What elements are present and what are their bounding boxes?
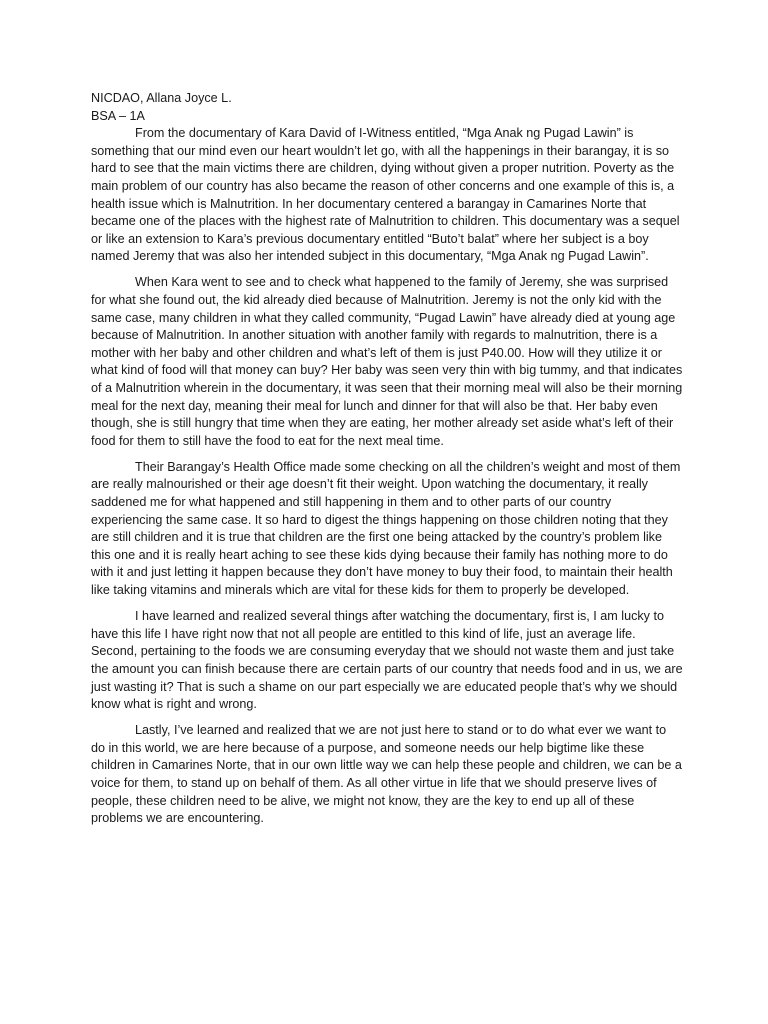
paragraph-5: Lastly, I’ve learned and realized that we are not just here to stand or to do what ever we want to do in this world, we are here because of a purpose, and someone needs our help bigtime like these children in Camarines Norte, that in our own little way we can help these people and children, we can be a voice for them, to stand up on behalf of them. As all other virtue in life that we should preserve lives of people, these children need to be alive, we might not know, they are the key to end up all of these problems we are encountering. xyxy=(91,723,682,826)
author-name: NICDAO, Allana Joyce L. xyxy=(91,91,232,105)
paragraph-4: I have learned and realized several things after watching the documentary, first is, I am lucky to have this life I have right now that not all people are entitled to this kind of life, just an average life. Second, pertaining to the foods we are consuming everyday that we should not waste them and just take the amount you can finish because there are certain parts of our country that needs food and in us, we are just wasting it? That is such a shame on our part especially we are educated people that’s why we should know what is right and wrong. xyxy=(91,609,683,712)
paragraph-2: When Kara went to see and to check what happened to the family of Jeremy, she was surprised for what she found out, the kid already died because of Malnutrition. Jeremy is not the only kid with the same case, many children in what they called community, “Pugad Lawin” have already died at young age because of Malnutrition. In another situation with another family with regards to malnutrition, there is a mother with her baby and other children and what’s left of them is just P40.00. How will they utilize it or what kind of food will that money can buy? Her baby was seen very thin with big tummy, and that indicates of a Malnutrition wherein in the documentary, it was seen that their morning meal will also be their morning meal for the next day, meaning their meal for lunch and dinner for that will also be that. Her baby even though, she is still hungry that time when they are eating, her mother already set aside what’s left of their food for them to still have the food to eat for the next meal time. xyxy=(91,275,683,448)
paragraph-3: Their Barangay’s Health Office made some checking on all the children’s weight and most of them are really malnourished or their age doesn’t fit their weight. Upon watching the documentary, it really saddened me for what happened and still happening in them and to other parts of our country experiencing the same case. It so hard to digest the things happening on those children noting that they are still children and it is true that children are the first one being attacked by the country’s problem like this one and it is really heart aching to see these kids dying because their family has nothing more to do with it and just letting it happen because they don’t have money to buy their food, to maintain their health like taking vitamins and minerals which are vital for these kids for them to properly be developed. xyxy=(91,459,681,598)
document-body xyxy=(91,90,683,836)
course-section: BSA – 1A xyxy=(91,108,145,123)
paragraph-1: From the documentary of Kara David of I-Witness entitled, “Mga Anak ng Pugad Lawin” is something that our mind even our heart wouldn’t let go, with all the happenings in their barangay, it is so hard to see that the main victims there are children, dying without given a proper nutrition. Poverty as the main problem of our country has also became the reason of other concerns and one example of this is, a health issue which is Malnutrition. In her documentary centered a barangay in Camarines Norte that became one of the places with the highest rate of Malnutrition to children. This documentary was a sequel or like an extension to Kara’s previous documentary entitled “Buto’t balat” where her subject is a boy named Jeremy that was also her intended subject in this documentary, “Mga Anak ng Pugad Lawin”. xyxy=(91,126,680,264)
document-header xyxy=(91,90,683,125)
